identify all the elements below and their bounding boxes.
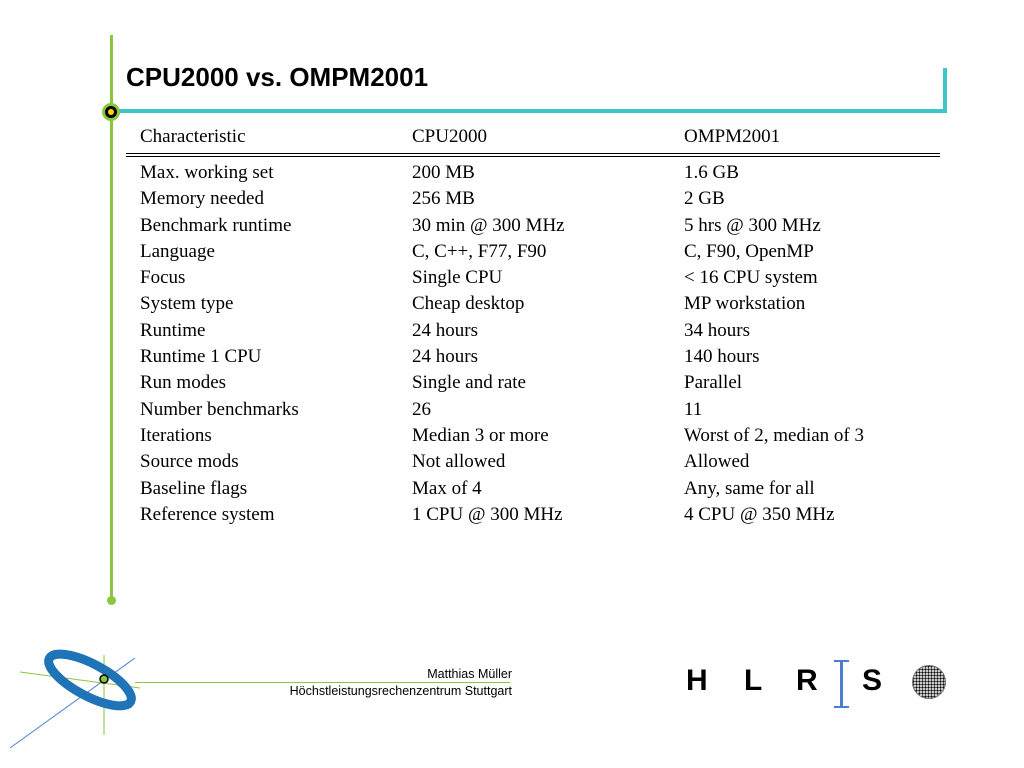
table-cell: 34 hours <box>684 319 750 341</box>
table-cell: C, C++, F77, F90 <box>412 240 547 262</box>
horizontal-accent-line <box>116 109 947 113</box>
table-cell: Language <box>140 240 215 262</box>
table-cell: 4 CPU @ 350 MHz <box>684 503 835 525</box>
table-cell: 24 hours <box>412 319 478 341</box>
table-cell: Cheap desktop <box>412 293 525 315</box>
table-cell: 26 <box>412 398 431 420</box>
table-cell: Median 3 or more <box>412 424 549 446</box>
node-dot-icon <box>102 103 120 121</box>
table-cell: 24 hours <box>412 346 478 368</box>
table-row <box>126 397 940 423</box>
table-cell: 200 MB <box>412 162 475 183</box>
table-cell: 5 hrs @ 300 MHz <box>684 214 821 236</box>
table-cell: Number benchmarks <box>140 398 299 420</box>
table-cell: Parallel <box>684 372 743 394</box>
table-row <box>126 265 940 291</box>
table-cell: System type <box>140 293 234 315</box>
table-row <box>126 318 940 344</box>
table-cell: Iterations <box>140 424 212 446</box>
globe-orbit-logo-icon <box>0 640 140 760</box>
table-cell: MP workstation <box>684 293 806 315</box>
table-cell: < 16 CPU system <box>684 267 818 289</box>
hlrs-bar-icon <box>840 660 843 708</box>
table-cell: Worst of 2, median of 3 <box>684 424 864 446</box>
table-header-row <box>126 126 940 155</box>
table-cell: Memory needed <box>140 188 264 210</box>
table-cell: Source mods <box>140 451 239 473</box>
table-cell: Max. working set <box>140 162 274 183</box>
table-cell: Reference system <box>140 503 275 525</box>
author-name: Matthias Müller <box>427 667 512 681</box>
table-row <box>126 370 940 396</box>
table-cell: Runtime <box>140 319 206 341</box>
institution-name: Höchstleistungsrechenzentrum Stuttgart <box>289 684 512 698</box>
table-cell: 2 GB <box>684 188 725 210</box>
table-cell: Single CPU <box>412 267 503 289</box>
table-cell: Run modes <box>140 372 227 394</box>
footer-credit <box>240 666 512 700</box>
table-cell: 11 <box>684 398 703 420</box>
table-cell: 1.6 GB <box>684 162 739 183</box>
table-row <box>126 186 940 212</box>
table-row <box>126 213 940 239</box>
halftone-sphere-icon <box>912 665 946 699</box>
hlrs-logo <box>680 660 890 708</box>
table-row <box>126 423 940 449</box>
comparison-table <box>126 126 940 528</box>
table-cell: Baseline flags <box>140 477 248 499</box>
hlrs-letter-h: H <box>686 664 708 697</box>
table-cell: Runtime 1 CPU <box>140 346 262 368</box>
table-body <box>126 155 940 528</box>
table-cell: 1 CPU @ 300 MHz <box>412 503 563 525</box>
hlrs-letter-l: L <box>744 664 763 697</box>
table-row <box>126 155 940 186</box>
table-cell: Not allowed <box>412 451 506 473</box>
table-cell: Allowed <box>684 451 750 473</box>
hlrs-letter-r: R <box>796 664 818 697</box>
table-cell: 30 min @ 300 MHz <box>412 214 565 236</box>
table-cell: Max of 4 <box>412 477 482 499</box>
table-cell: Focus <box>140 267 186 289</box>
hlrs-letter-s: S <box>862 664 883 697</box>
table-row <box>126 344 940 370</box>
table-cell: 140 hours <box>684 346 760 368</box>
slide-title: CPU2000 vs. OMPM2001 <box>126 62 429 92</box>
table-cell: 256 MB <box>412 188 475 210</box>
line-end-dot-icon <box>107 596 116 605</box>
table-row <box>126 476 940 502</box>
table-row <box>126 449 940 475</box>
header-cell: OMPM2001 <box>684 126 781 147</box>
table-cell: Benchmark runtime <box>140 214 292 236</box>
table-row <box>126 239 940 265</box>
table-cell: Any, same for all <box>684 477 815 499</box>
header-cell: Characteristic <box>140 126 246 147</box>
table-cell: Single and rate <box>412 372 526 394</box>
table-cell: C, F90, OpenMP <box>684 240 814 262</box>
table-row <box>126 502 940 528</box>
table-row <box>126 291 940 317</box>
right-accent-line <box>943 68 947 113</box>
header-cell: CPU2000 <box>412 126 487 147</box>
